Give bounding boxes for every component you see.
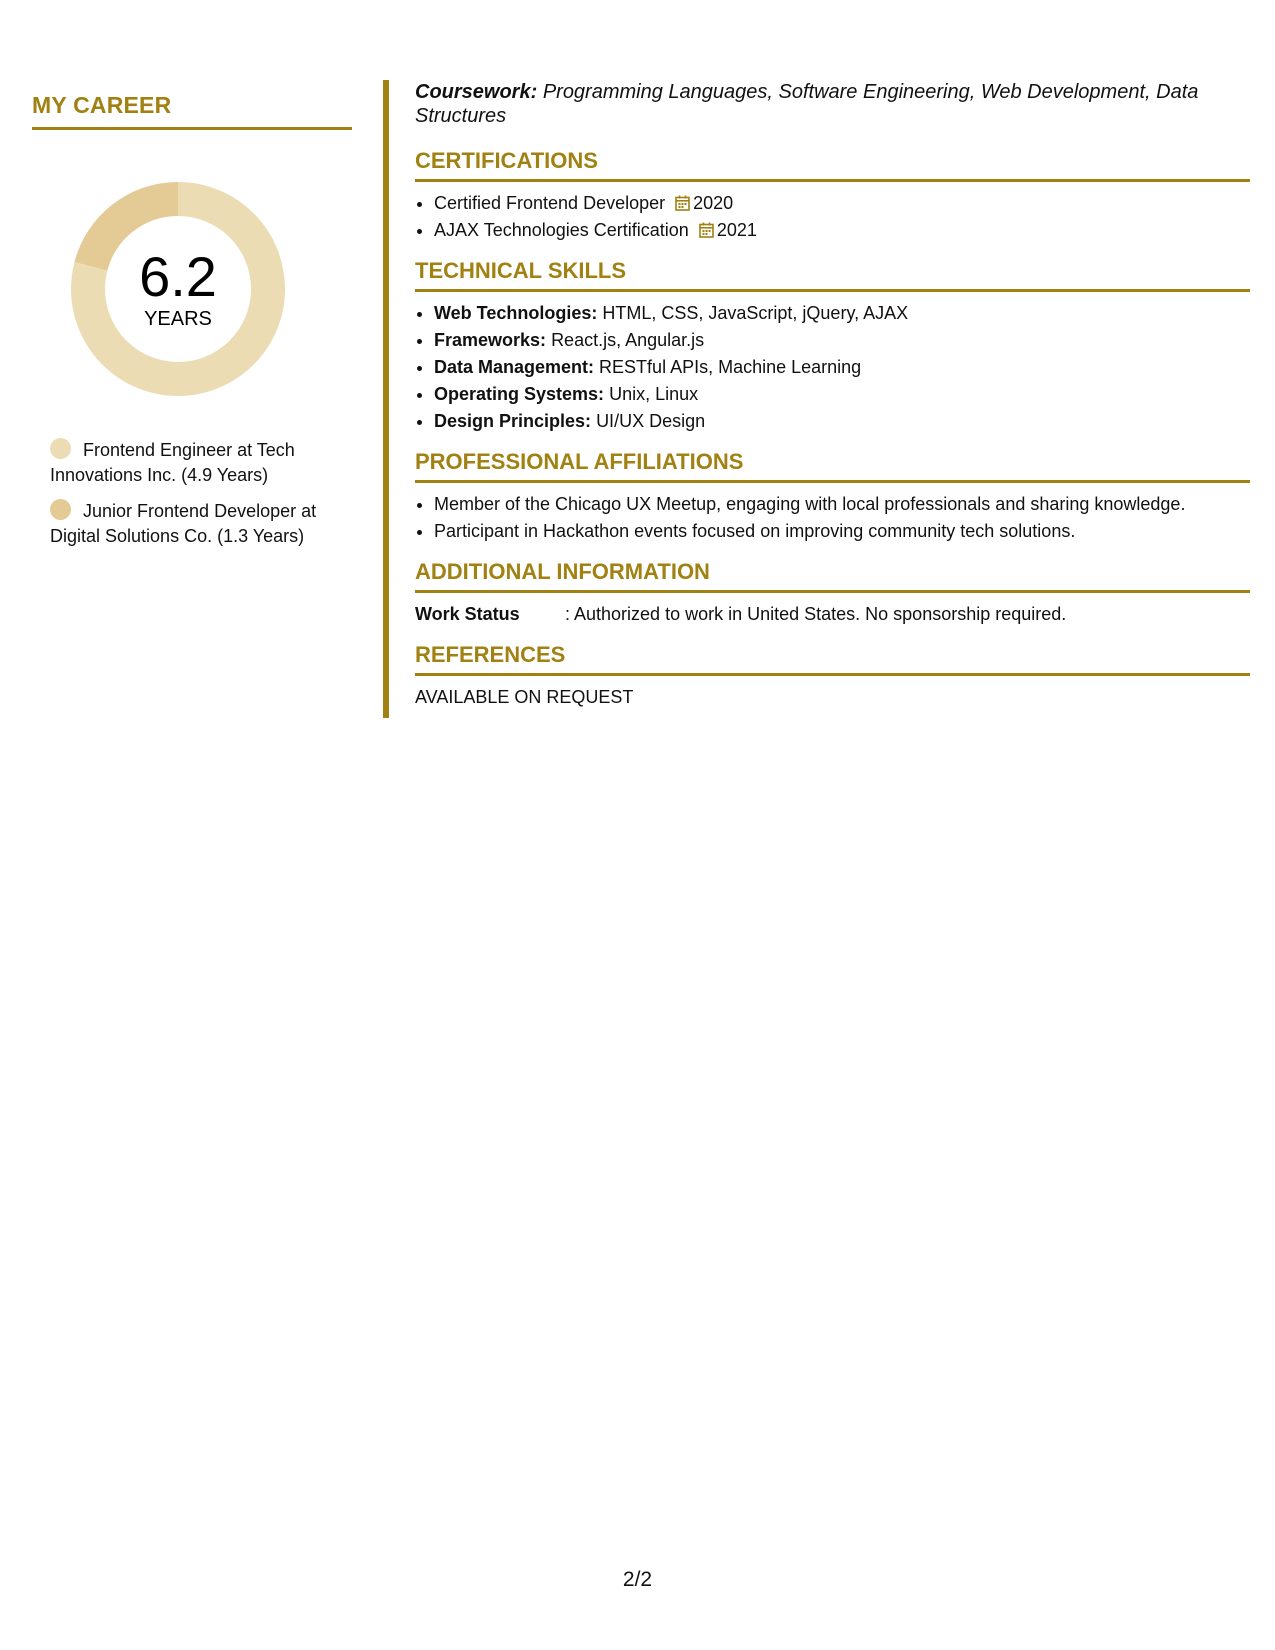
certification-name: Certified Frontend Developer: [434, 193, 666, 213]
skill-label: Operating Systems:: [434, 384, 605, 404]
total-years-value: 6.2: [139, 245, 217, 308]
technical-skills-list: [415, 300, 1250, 435]
skill-item: [434, 327, 1250, 354]
affiliations-list: [415, 491, 1250, 545]
skill-value: UI/UX Design: [596, 411, 706, 431]
additional-info-title: ADDITIONAL INFORMATION: [415, 559, 1250, 593]
certification-name: AJAX Technologies Certification: [434, 220, 689, 240]
main-content: [415, 80, 1250, 711]
skill-item: [434, 408, 1250, 435]
work-status-label: Work Status: [415, 604, 520, 624]
skill-label: Data Management:: [434, 357, 595, 377]
column-divider: [383, 80, 389, 718]
certification-item: [434, 217, 1250, 244]
total-years-unit: YEARS: [144, 308, 212, 330]
coursework-value: Programming Languages, Software Engineering, Web Development, Data Structures: [415, 81, 1199, 127]
career-panel: [32, 92, 352, 546]
career-donut-chart: [65, 176, 291, 402]
certification-year: 2021: [716, 220, 757, 240]
technical-skills-title: TECHNICAL SKILLS: [415, 258, 1250, 292]
legend-dot: [50, 438, 71, 459]
references-value: AVAILABLE ON REQUEST: [415, 687, 634, 707]
skill-value: HTML, CSS, JavaScript, jQuery, AJAX: [602, 303, 909, 323]
donut-center: [65, 176, 291, 402]
skill-value: React.js, Angular.js: [551, 330, 705, 350]
affiliation-item: • Participant in Hackathon events focused on improving community tech solutions.: [434, 518, 1250, 545]
legend-item: [50, 499, 350, 549]
skill-item: [434, 300, 1250, 327]
skill-item: [434, 381, 1250, 408]
coursework: [415, 80, 1250, 128]
certification-year: 2020: [693, 193, 734, 213]
page-number: 2/2: [622, 1568, 653, 1591]
skill-label: Web Technologies:: [434, 303, 598, 323]
certifications-title: CERTIFICATIONS: [415, 148, 1250, 182]
work-status-value: : Authorized to work in United States. No sponsorship required.: [565, 604, 1067, 624]
affiliations-title: PROFESSIONAL AFFILIATIONS: [415, 449, 1250, 483]
affiliation-item: • Member of the Chicago UX Meetup, engaging with local professionals and sharing knowledge.: [434, 491, 1250, 518]
work-status-row: [415, 601, 1250, 628]
skill-value: RESTful APIs, Machine Learning: [599, 357, 862, 377]
career-legend: [50, 438, 350, 560]
certifications-list: [415, 190, 1250, 244]
legend-item: [50, 438, 350, 488]
career-heading: MY CAREER: [32, 92, 352, 130]
legend-label: Junior Frontend Developer at Digital Solutions Co. (1.3 Years): [50, 501, 317, 546]
calendar-icon: [675, 195, 690, 211]
skill-label: Frameworks:: [434, 330, 547, 350]
certification-item: [434, 190, 1250, 217]
calendar-icon: [699, 222, 714, 238]
skill-value: Unix, Linux: [609, 384, 699, 404]
skill-label: Design Principles:: [434, 411, 592, 431]
skill-item: [434, 354, 1250, 381]
legend-label: Frontend Engineer at Tech Innovations Inc. (4.9 Years): [50, 440, 295, 485]
coursework-label: Coursework:: [415, 81, 538, 103]
legend-dot: [50, 499, 71, 520]
references-title: REFERENCES: [415, 642, 1250, 676]
